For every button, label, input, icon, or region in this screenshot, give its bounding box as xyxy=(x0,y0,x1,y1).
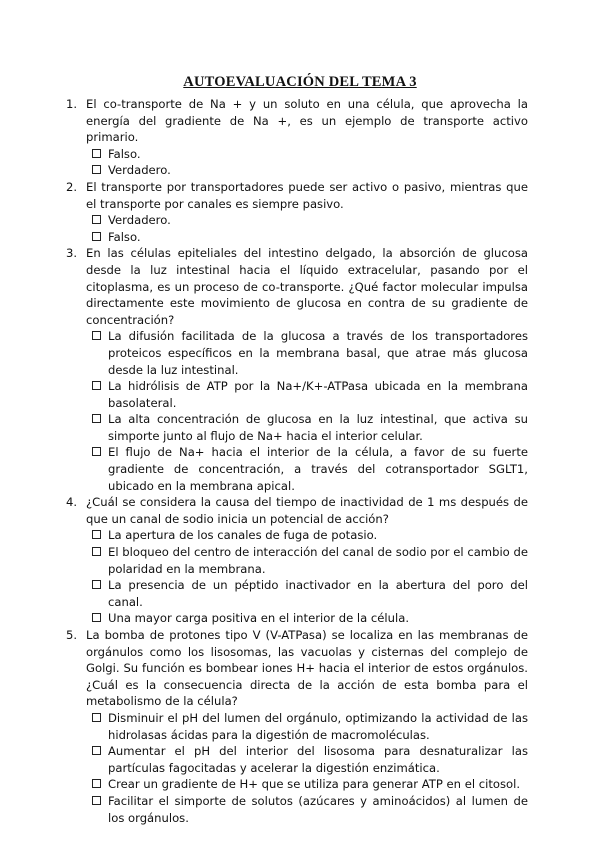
option-list xyxy=(86,328,528,494)
answer-option[interactable] xyxy=(92,378,528,411)
option-label: El bloqueo del centro de interacción del canal de sodio por el cambio de polaridad en la membrana. xyxy=(108,545,528,576)
answer-option[interactable] xyxy=(92,743,528,776)
checkbox-icon[interactable] xyxy=(92,779,101,788)
option-label: Verdadero. xyxy=(108,163,171,178)
option-list xyxy=(86,146,528,179)
question-text: El co-transporte de Na + y un soluto en una célula, que aprovecha la energía del gradiente de Na +, es un ejemplo de transporte activo primario. xyxy=(86,97,528,145)
option-list xyxy=(86,212,528,245)
checkbox-icon[interactable] xyxy=(92,796,101,805)
answer-option[interactable] xyxy=(92,793,528,826)
option-list xyxy=(86,710,528,826)
answer-option[interactable] xyxy=(92,411,528,444)
option-label: Crear un gradiente de H+ que se utiliza para generar ATP en el citosol. xyxy=(108,777,521,792)
checkbox-icon[interactable] xyxy=(92,547,101,556)
option-label: El flujo de Na+ hacia el interior de la célula, a favor de su fuerte gradiente de concentración, a través del cotransportador SGLT1, ubicado en la membrana apical. xyxy=(108,445,528,493)
checkbox-icon[interactable] xyxy=(92,414,101,423)
checkbox-icon[interactable] xyxy=(92,232,101,241)
question-3 xyxy=(66,245,528,494)
answer-option[interactable] xyxy=(92,776,528,793)
checkbox-icon[interactable] xyxy=(92,746,101,755)
option-label: Falso. xyxy=(108,146,141,161)
answer-option[interactable] xyxy=(92,146,528,163)
answer-option[interactable] xyxy=(92,577,528,610)
answer-option[interactable] xyxy=(92,212,528,229)
option-label: La hidrólisis de ATP por la Na+/K+-ATPasa ubicada en la membrana basolateral. xyxy=(108,379,528,410)
checkbox-icon[interactable] xyxy=(92,447,101,456)
question-number: 1. xyxy=(66,97,78,111)
answer-option[interactable] xyxy=(92,610,528,627)
answer-option[interactable] xyxy=(92,527,528,544)
option-label: Verdadero. xyxy=(108,213,171,228)
option-label: La presencia de un péptido inactivador en la abertura del poro del canal. xyxy=(108,578,528,609)
answer-option[interactable] xyxy=(92,544,528,577)
checkbox-icon[interactable] xyxy=(92,215,101,224)
page-title: AUTOEVALUACIÓN DEL TEMA 3 xyxy=(183,74,417,90)
question-text: En las células epiteliales del intestino delgado, la absorción de glucosa desde la luz intestinal hacia el líquido extracelular, pasando por el citoplasma, es un proceso de co-transporte. ¿Qué factor molecular impulsa directamente este movimiento de glucosa en contra de su gradiente de concentración? xyxy=(86,246,528,327)
question-number: 3. xyxy=(66,246,78,261)
checkbox-icon[interactable] xyxy=(92,331,101,340)
question-5 xyxy=(66,627,528,826)
option-label: Disminuir el pH del lumen del orgánulo, optimizando la actividad de las hidrolasas ácidas para la digestión de macromoléculas. xyxy=(108,710,528,742)
question-number: 5. xyxy=(66,628,78,642)
option-label: Facilitar el simporte de solutos (azúcares y aminoácidos) al lumen de los orgánulos. xyxy=(108,793,528,825)
option-label: La alta concentración de glucosa en la luz intestinal, que activa su simporte junto al flujo de Na+ hacia el interior celular. xyxy=(108,412,528,443)
checkbox-icon[interactable] xyxy=(92,381,101,390)
question-list xyxy=(66,96,528,826)
option-label: La apertura de los canales de fuga de potasio. xyxy=(108,528,378,543)
question-1 xyxy=(66,96,528,179)
checkbox-icon[interactable] xyxy=(92,530,101,539)
option-list xyxy=(86,527,528,627)
question-2 xyxy=(66,179,528,245)
answer-option[interactable] xyxy=(92,710,528,743)
option-label: Falso. xyxy=(108,229,141,244)
answer-option[interactable] xyxy=(92,328,528,378)
checkbox-icon[interactable] xyxy=(92,613,101,622)
option-label: Aumentar el pH del interior del lisosoma para desnaturalizar las partículas fagocitadas y acelerar la digestión enzimática. xyxy=(108,744,528,775)
answer-option[interactable] xyxy=(92,229,528,246)
checkbox-icon[interactable] xyxy=(92,165,101,174)
checkbox-icon[interactable] xyxy=(92,713,101,722)
checkbox-icon[interactable] xyxy=(92,149,101,158)
option-label: La difusión facilitada de la glucosa a través de los transportadores proteicos específicos en la membrana basal, que atrae más glucosa desde la luz intestinal. xyxy=(108,329,528,377)
question-text: ¿Cuál se considera la causa del tiempo de inactividad de 1 ms después de que un canal de sodio inicia un potencial de acción? xyxy=(86,495,528,526)
checkbox-icon[interactable] xyxy=(92,580,101,589)
answer-option[interactable] xyxy=(92,162,528,179)
answer-option[interactable] xyxy=(92,444,528,494)
question-text: La bomba de protones tipo V (V-ATPasa) se localiza en las membranas de orgánulos como los lisosomas, las vacuolas y cisternas del complejo de Golgi. Su función es bombear iones H+ hacia el interior de estos orgánulos. ¿Cuál es la consecuencia directa de la acción de esta bomba para el metabolismo de la célula? xyxy=(86,628,528,709)
question-text: El transporte por transportadores puede ser activo o pasivo, mientras que el transporte por canales es siempre pasivo. xyxy=(86,179,528,211)
question-number: 4. xyxy=(66,495,78,510)
option-label: Una mayor carga positiva en el interior de la célula. xyxy=(108,611,410,626)
question-4 xyxy=(66,494,528,627)
question-number: 2. xyxy=(66,179,78,194)
